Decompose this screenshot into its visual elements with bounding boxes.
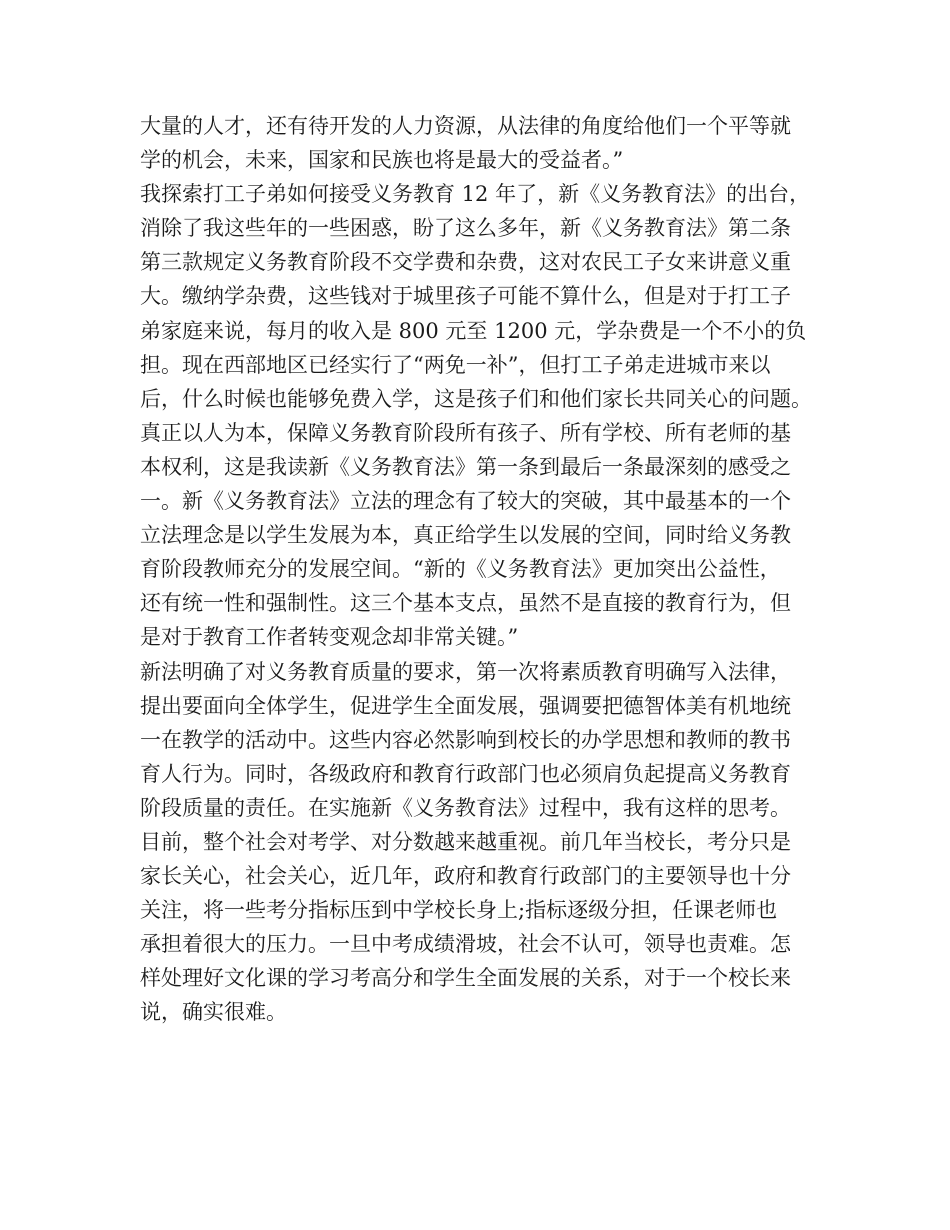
text-line: 样处理好文化课的学习考高分和学生全面发展的关系，对于一个校长来 xyxy=(140,966,791,991)
text-line: 消除了我这些年的一些困惑，盼了这么多年，新《义务教育法》第二条 xyxy=(140,216,791,241)
document-body xyxy=(140,109,820,1030)
text-line: 关注，将一些考分指标压到中学校长身上;指标逐级分担，任课老师也 xyxy=(140,898,778,923)
text-line: 大量的人才，还有待开发的人力资源，从法律的角度给他们一个平等就 xyxy=(140,114,791,138)
text-line: 还有统一性和强制性。这三个基本支点，虽然不是直接的教育行为，但 xyxy=(140,591,791,616)
text-line: 大。缴纳学杂费，这些钱对于城里孩子可能不算什么，但是对于打工子 xyxy=(140,284,791,309)
text-line: 新法明确了对义务教育质量的要求，第一次将素质教育明确写入法律， xyxy=(140,659,791,684)
text-line: 弟家庭来说，每月的收入是 800 元至 1200 元，学杂费是一个不小的负 xyxy=(140,318,807,343)
text-line: 承担着很大的压力。一旦中考成绩滑坡，社会不认可，领导也责难。怎 xyxy=(140,932,791,957)
text-line: 一。新《义务教育法》立法的理念有了较大的突破，其中最基本的一个 xyxy=(140,489,791,514)
text-line: 阶段质量的责任。在实施新《义务教育法》过程中，我有这样的思考。 xyxy=(140,795,791,820)
text-line: 育阶段教师充分的发展空间。“新的《义务教育法》更加突出公益性， xyxy=(140,557,781,582)
text-line: 真正以人为本，保障义务教育阶段所有孩子、所有学校、所有老师的基 xyxy=(140,420,791,445)
text-line: 担。现在西部地区已经实行了“两免一补”，但打工子弟走进城市来以 xyxy=(140,352,771,377)
text-line: 后，什么时候也能够免费入学，这是孩子们和他们家长共同关心的问题。 xyxy=(140,386,812,411)
text-line: 育人行为。同时，各级政府和教育行政部门也必须肩负起提高义务教育 xyxy=(140,761,791,786)
text-line: 第三款规定义务教育阶段不交学费和杂费，这对农民工子女来讲意义重 xyxy=(140,250,791,275)
text-line: 学的机会，未来，国家和民族也将是最大的受益者。” xyxy=(140,148,624,173)
text-line: 本权利，这是我读新《义务教育法》第一条到最后一条最深刻的感受之 xyxy=(140,454,791,479)
text-line: 我探索打工子弟如何接受义务教育 12 年了，新《义务教育法》的出台， xyxy=(140,182,811,207)
text-line: 目前，整个社会对考学、对分数越来越重视。前几年当校长，考分只是 xyxy=(140,829,791,854)
text-line: 是对于教育工作者转变观念却非常关键。” xyxy=(140,625,519,650)
text-line: 提出要面向全体学生，促进学生全面发展，强调要把德智体美有机地统 xyxy=(140,693,791,718)
text-line: 家长关心，社会关心，近几年，政府和教育行政部门的主要领导也十分 xyxy=(140,864,791,889)
text-line: 说，确实很难。 xyxy=(140,1000,287,1025)
text-line: 立法理念是以学生发展为本，真正给学生以发展的空间，同时给义务教 xyxy=(140,523,791,548)
text-line: 一在教学的活动中。这些内容必然影响到校长的办学思想和教师的教书 xyxy=(140,727,791,752)
